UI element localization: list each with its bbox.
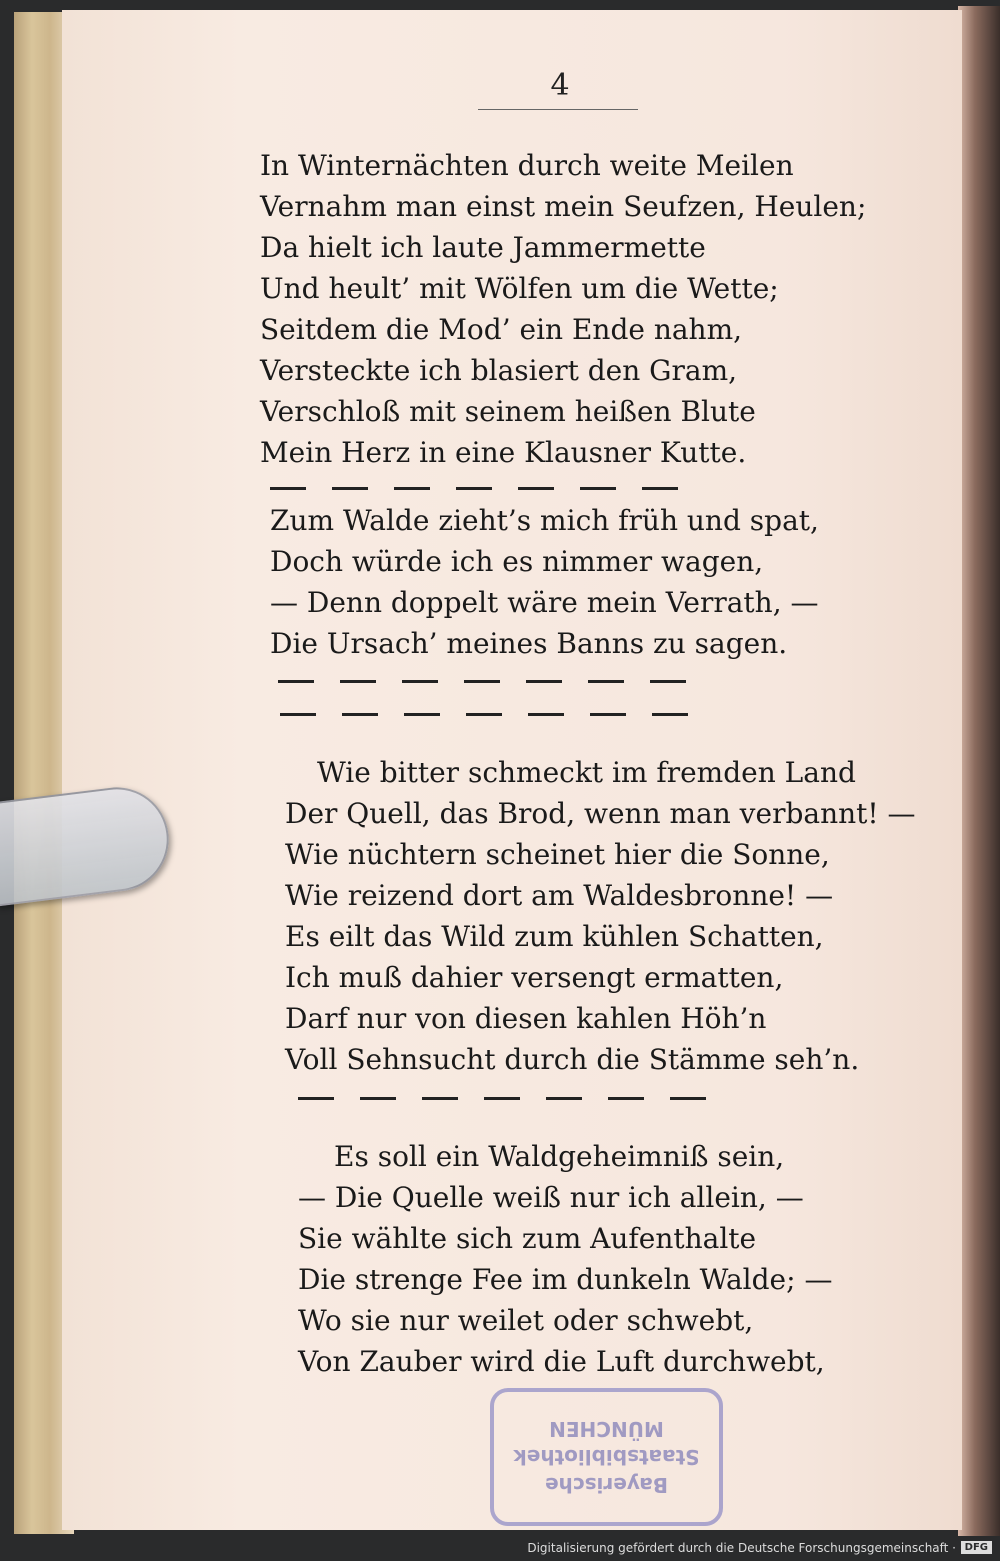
poem-line: In Winternächten durch weite Meilen [260, 149, 794, 182]
dash [528, 713, 564, 716]
poem-line: Doch würde ich es nimmer wagen, [270, 545, 764, 578]
dash [670, 1097, 706, 1100]
page-number: 4 [550, 68, 570, 103]
dash [422, 1097, 458, 1100]
dash [402, 680, 438, 683]
poem-line: — Denn doppelt wäre mein Verrath, — [270, 586, 819, 619]
dash [340, 680, 376, 683]
dash [342, 713, 378, 716]
poem-line: Es eilt das Wild zum kühlen Schatten, [285, 920, 824, 953]
dash [590, 713, 626, 716]
poem-line: Die Ursach’ meines Banns zu sagen. [270, 627, 788, 660]
dash [270, 487, 306, 490]
poem-line: Ich muß dahier versengt ermatten, [285, 961, 784, 994]
dash [608, 1097, 644, 1100]
dash [484, 1097, 520, 1100]
poem-line: Da hielt ich laute Jammermette [260, 231, 706, 264]
poem-line: Darf nur von diesen kahlen Höh’n [285, 1002, 767, 1035]
dash [332, 487, 368, 490]
poem-line: Wo sie nur weilet oder schwebt, [298, 1304, 754, 1337]
dash-separator [298, 1097, 706, 1100]
dash [526, 680, 562, 683]
poem-line: Zum Walde zieht’s mich früh und spat, [270, 504, 819, 537]
poem-line: Mein Herz in eine Klausner Kutte. [260, 436, 747, 469]
dash-separator [280, 713, 688, 716]
dash [588, 680, 624, 683]
dash [298, 1097, 334, 1100]
dash-separator [278, 680, 686, 683]
dash [580, 487, 616, 490]
dash [518, 487, 554, 490]
poem-line: Die strenge Fee im dunkeln Walde; — [298, 1263, 833, 1296]
dash [280, 713, 316, 716]
library-stamp [490, 1388, 723, 1526]
stamp-line: Bayerische [545, 1473, 669, 1497]
dash [546, 1097, 582, 1100]
dash [650, 680, 686, 683]
poem-line: Von Zauber wird die Luft durchwebt, [298, 1345, 825, 1378]
poem-line: Seitdem die Mod’ ein Ende nahm, [260, 313, 743, 346]
dash [360, 1097, 396, 1100]
poem-line: Wie nüchtern scheinet hier die Sonne, [285, 838, 830, 871]
dash [466, 713, 502, 716]
stanza-3 [285, 752, 916, 1080]
dash [652, 713, 688, 716]
dash-separator [270, 487, 678, 490]
footer-credit: Digitalisierung gefördert durch die Deutsche Forschungsgemeinschaft · [527, 1541, 956, 1555]
poem-line: Wie bitter schmeckt im fremden Land [317, 756, 856, 789]
poem-line: Vernahm man einst mein Seufzen, Heulen; [260, 190, 867, 223]
dash [278, 680, 314, 683]
dash [404, 713, 440, 716]
dash [464, 680, 500, 683]
poem-line: Verschloß mit seinem heißen Blute [260, 395, 756, 428]
poem-line: Und heult’ mit Wölfen um die Wette; [260, 272, 779, 305]
stamp-line: MÜNCHEN [549, 1417, 664, 1441]
poem-line: Sie wählte sich zum Aufenthalte [298, 1222, 757, 1255]
page-spine [958, 6, 1000, 1536]
poem-line: Voll Sehnsucht durch die Stämme seh’n. [285, 1043, 860, 1076]
stamp-line: Staatsbibliothek [513, 1445, 700, 1469]
header-rule [478, 109, 638, 110]
stanza-1 [260, 145, 866, 473]
poem-line: Versteckte ich blasiert den Gram, [260, 354, 738, 387]
dash [456, 487, 492, 490]
poem-line: Wie reizend dort am Waldesbronne! — [285, 879, 834, 912]
poem-line: — Die Quelle weiß nur ich allein, — [298, 1181, 804, 1214]
dfg-logo: DFG [961, 1541, 992, 1554]
stanza-2 [270, 500, 819, 664]
poem-line: Der Quell, das Brod, wenn man verbannt! — [285, 797, 916, 830]
dash [394, 487, 430, 490]
poem-line: Es soll ein Waldgeheimniß sein, [334, 1140, 785, 1173]
stanza-4 [298, 1136, 832, 1382]
dash [642, 487, 678, 490]
